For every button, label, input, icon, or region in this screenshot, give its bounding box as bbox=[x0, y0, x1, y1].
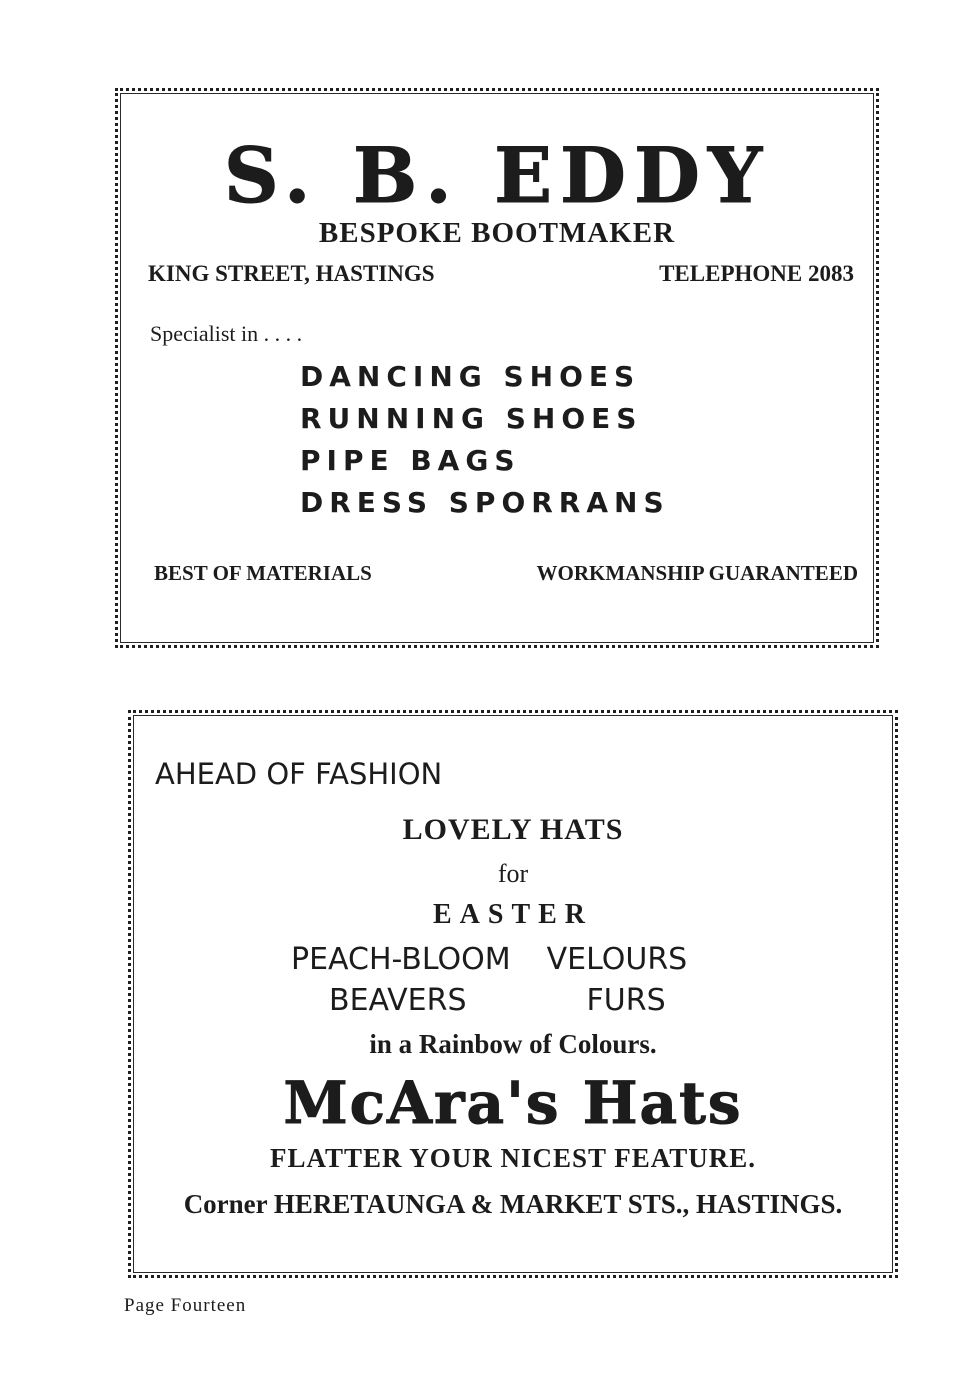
eddy-footer-right: WORKMANSHIP GUARANTEED bbox=[536, 561, 858, 585]
mcara-lovely-hats: LOVELY HATS bbox=[402, 813, 624, 846]
material-item: VELOURS bbox=[546, 942, 688, 977]
mcara-for: for bbox=[497, 859, 529, 888]
material-item: BEAVERS bbox=[329, 983, 467, 1018]
specialty-item: DANCING SHOES bbox=[300, 360, 641, 393]
eddy-business-name: S. B. EDDY bbox=[223, 131, 771, 220]
mcara-materials-row-1 bbox=[291, 942, 687, 977]
page-footer: Page Fourteen bbox=[124, 1295, 247, 1316]
material-item: FURS bbox=[586, 983, 666, 1018]
eddy-advertisement bbox=[115, 88, 879, 648]
eddy-trade: BESPOKE BOOTMAKER bbox=[318, 217, 676, 249]
specialty-item: DRESS SPORRANS bbox=[300, 486, 670, 519]
mcara-tagline: FLATTER YOUR NICEST FEATURE. bbox=[269, 1143, 757, 1173]
mcara-rainbow: in a Rainbow of Colours. bbox=[369, 1029, 657, 1059]
eddy-specialty-list bbox=[300, 356, 670, 524]
mcara-materials-row-2 bbox=[329, 983, 666, 1018]
eddy-specialist-lead: Specialist in . . . . bbox=[150, 321, 303, 346]
mcara-headline: AHEAD OF FASHION bbox=[155, 757, 443, 791]
material-item: PEACH-BLOOM bbox=[291, 942, 511, 977]
eddy-address-row bbox=[148, 261, 854, 287]
eddy-footer-row bbox=[154, 561, 858, 586]
eddy-telephone: TELEPHONE 2083 bbox=[659, 261, 854, 286]
specialty-item: RUNNING SHOES bbox=[300, 402, 643, 435]
eddy-address: KING STREET, HASTINGS bbox=[148, 261, 435, 286]
mcara-easter: EASTER bbox=[432, 899, 594, 930]
eddy-footer-left: BEST OF MATERIALS bbox=[154, 561, 372, 585]
specialty-item: PIPE BAGS bbox=[300, 444, 521, 477]
mcara-brand: McAra's Hats bbox=[283, 1069, 743, 1137]
mcara-advertisement bbox=[128, 710, 898, 1278]
mcara-address: Corner HERETAUNGA & MARKET STS., HASTINGS. bbox=[183, 1189, 843, 1219]
